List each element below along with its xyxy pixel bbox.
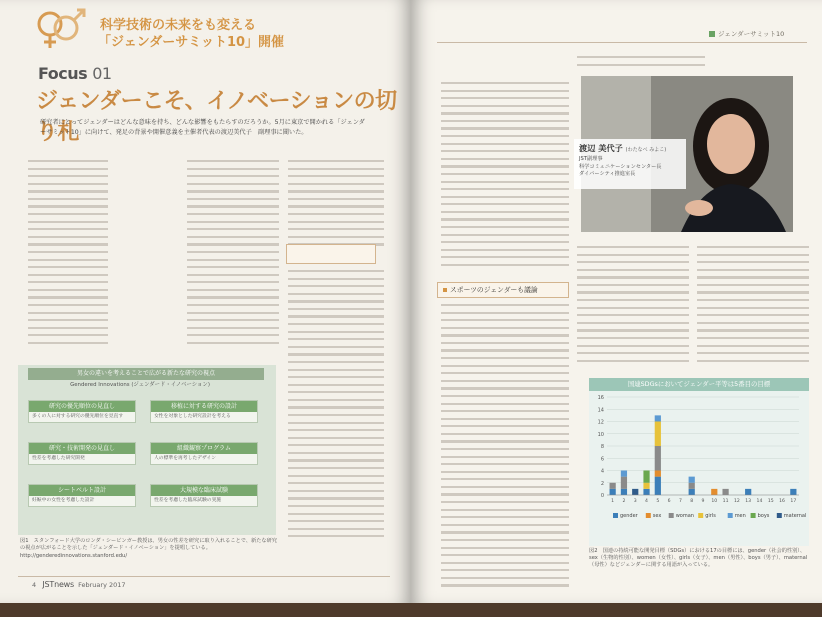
- bar-segment-girls: [655, 422, 661, 447]
- bar-segment-gender: [790, 489, 796, 495]
- bar-segment-maternal: [632, 489, 638, 495]
- x-tick-label: 16: [779, 499, 785, 504]
- y-tick-label: 0: [600, 493, 604, 499]
- figure-box-text: 女性を対象とした研究設計を考える: [154, 414, 231, 419]
- bar-segment-woman: [722, 489, 728, 495]
- x-tick-label: 10: [711, 499, 718, 504]
- y-tick-label: 14: [597, 407, 604, 414]
- x-tick-label: 14: [756, 499, 763, 504]
- figure-box-text: 妊娠中の女性を考慮した設計: [32, 498, 95, 503]
- article-title: ジェンダーこそ、イノベーションの切り札: [36, 89, 397, 145]
- figure-box-text: 性差を考慮した臨床試験の実施: [154, 498, 222, 503]
- y-tick-label: 6: [600, 456, 604, 463]
- legend-swatch-girls: [698, 513, 703, 518]
- figure-1-title: 男女の違いを考えることで広がる新たな研究の視点: [28, 368, 264, 380]
- figure-box-text: 多くの人に対する研究の優先順位を見直す: [32, 414, 124, 419]
- y-tick-label: 16: [597, 395, 604, 401]
- bar-segment-gender: [610, 489, 616, 495]
- body-column-2: [187, 160, 279, 349]
- x-tick-label: 7: [678, 499, 682, 504]
- figure-box-5: [28, 484, 136, 507]
- legend-label-maternal: maternal: [783, 513, 807, 519]
- x-tick-label: 2: [622, 499, 626, 504]
- person-name-card: [574, 139, 686, 189]
- x-tick-label: 8: [690, 499, 694, 504]
- figure-box-label: 移植に対する研究の設計: [151, 401, 257, 412]
- figure-box-label: 組織観察プログラム: [151, 443, 257, 454]
- right-page: [411, 0, 822, 603]
- y-tick-label: 2: [600, 480, 604, 487]
- figure-box-3: [28, 442, 136, 465]
- article-lead: 研究者にとってジェンダーはどんな意味を持ち、どんな影響をもたらすのだろうか。5月に東京で開かれる「ジェンダーサミット10」に向けて、発足の背景や開催意義を主催者代表の渡辺美代子 副理事に聞いた。: [40, 119, 365, 136]
- bar-segment-woman: [655, 446, 661, 471]
- x-tick-label: 15: [767, 499, 774, 504]
- legend-swatch-boys: [751, 513, 756, 518]
- body-column-a: [441, 82, 569, 271]
- figure-box-text: 人の標準を再考したデザイン: [154, 456, 217, 461]
- person-affiliation: JST副理事 科学コミュニケーションセンター長 ダイバーシティ推進室長: [579, 156, 662, 177]
- x-tick-label: 9: [701, 499, 705, 504]
- focus-label: [38, 64, 112, 83]
- legend-label-sex: sex: [652, 513, 662, 519]
- body-column-3b: [288, 270, 384, 543]
- page-footer: [32, 580, 126, 589]
- body-column-a2: [441, 304, 569, 592]
- figure-2-caption: 図2 国連の持続可能な開発目標（SDGs）における17の目標には、gender（社会的性別）、sex（生物的性別）、women（女性）、girls（女子）、men（男性）、boys（男子）、maternal（母性）などジェンダーに関する用語が入っている。: [589, 548, 808, 569]
- figure-box-2: [150, 400, 258, 423]
- body-column-c: [697, 246, 809, 367]
- bar-segment-woman: [689, 483, 695, 489]
- x-tick-label: 3: [633, 499, 637, 504]
- legend-swatch-maternal: [777, 513, 782, 518]
- bar-segment-woman: [621, 477, 627, 489]
- bar-segment-gender: [643, 489, 649, 495]
- legend-swatch-sex: [646, 513, 651, 518]
- bar-segment-men: [621, 471, 627, 477]
- kicker-line-2: 「ジェンダーサミット10」開催: [98, 35, 285, 50]
- x-tick-label: 6: [667, 499, 671, 504]
- left-page: [0, 0, 411, 603]
- legend-swatch-gender: [613, 513, 618, 518]
- person-reading: (わたなべ みよこ): [625, 147, 667, 153]
- section-rule: [437, 42, 807, 43]
- bar-segment-gender: [655, 477, 661, 495]
- y-tick-label: 8: [600, 444, 604, 450]
- x-tick-label: 17: [790, 499, 797, 504]
- figure-box-1: [28, 400, 136, 423]
- body-column-b2: [577, 246, 689, 367]
- legend-swatch-men: [728, 513, 733, 518]
- figure-1-caption: 図1 スタンフォード大学のロンダ・シービンガー教授は、男女の性差を研究に取り入れることで、新たな研究の視点が広がることを示した「ジェンダード・イノベーション」を提唱している。 http://genderedinnovations.stanford.edu/: [20, 538, 277, 559]
- section-tag: ジェンダーサミット10: [709, 29, 784, 38]
- figure-box-label: 研究・技術開発の見直し: [29, 443, 135, 454]
- legend-label-men: men: [734, 513, 746, 519]
- figure-box-label: 研究の優先順位の見直し: [29, 401, 135, 412]
- x-tick-label: 13: [745, 499, 752, 504]
- person-name: 渡辺 美代子 (わたなべ みよこ): [579, 143, 667, 153]
- figure-box-label: 大規模な臨床試験: [151, 485, 257, 496]
- y-tick-label: 4: [600, 468, 604, 475]
- focus-number: 01: [92, 64, 112, 83]
- kicker-line-1: 科学技術の未来をも変える: [100, 18, 257, 33]
- bar-segment-woman: [610, 483, 616, 489]
- bar-segment-girls: [643, 483, 649, 489]
- y-tick-label: 12: [597, 419, 604, 426]
- footer-rule: [18, 576, 390, 577]
- legend-swatch-woman: [669, 513, 674, 518]
- bar-segment-men: [655, 415, 661, 421]
- bar-segment-boys: [643, 471, 649, 483]
- gender-symbol-logo: [28, 6, 98, 52]
- bar-segment-men: [689, 477, 695, 483]
- body-column-1: [28, 160, 108, 349]
- bar-segment-sex: [655, 471, 661, 477]
- bar-segment-sex: [711, 489, 717, 495]
- bar-segment-gender: [689, 489, 695, 495]
- sdg-gender-chart: [589, 391, 809, 546]
- x-tick-label: 1: [611, 499, 615, 504]
- x-tick-label: 12: [733, 499, 740, 504]
- figure-box-text: 性差を考慮した研究開発: [32, 456, 85, 461]
- page-number: 4: [32, 581, 37, 589]
- chart-title: 国連SDGsにおいてジェンダー平等は5番目の目標: [627, 380, 771, 388]
- legend-label-boys: boys: [757, 513, 770, 519]
- x-tick-label: 5: [656, 499, 660, 504]
- figure-1-subtitle: Gendered Innovations (ジェンダード・イノベーション): [70, 382, 210, 388]
- figure-box-6: [150, 484, 258, 507]
- bar-segment-gender: [745, 489, 751, 495]
- legend-label-girls: girls: [705, 513, 716, 519]
- body-column-b: [577, 56, 705, 71]
- column-subhead-box: [286, 244, 376, 264]
- section-subhead: スポーツのジェンダーも議論: [437, 282, 569, 298]
- figure-box-label: シートベルト設計: [29, 485, 135, 496]
- body-column-3: [288, 160, 384, 251]
- legend-label-gender: gender: [620, 513, 638, 519]
- bar-segment-gender: [621, 489, 627, 495]
- publication-name: JSTnews: [42, 580, 74, 589]
- issue-date: February 2017: [78, 581, 126, 589]
- focus-word: Focus: [38, 64, 88, 83]
- x-tick-label: 4: [645, 499, 648, 504]
- x-tick-label: 11: [722, 499, 729, 504]
- y-tick-label: 10: [597, 431, 604, 438]
- figure-box-4: [150, 442, 258, 465]
- legend-label-woman: woman: [675, 513, 694, 519]
